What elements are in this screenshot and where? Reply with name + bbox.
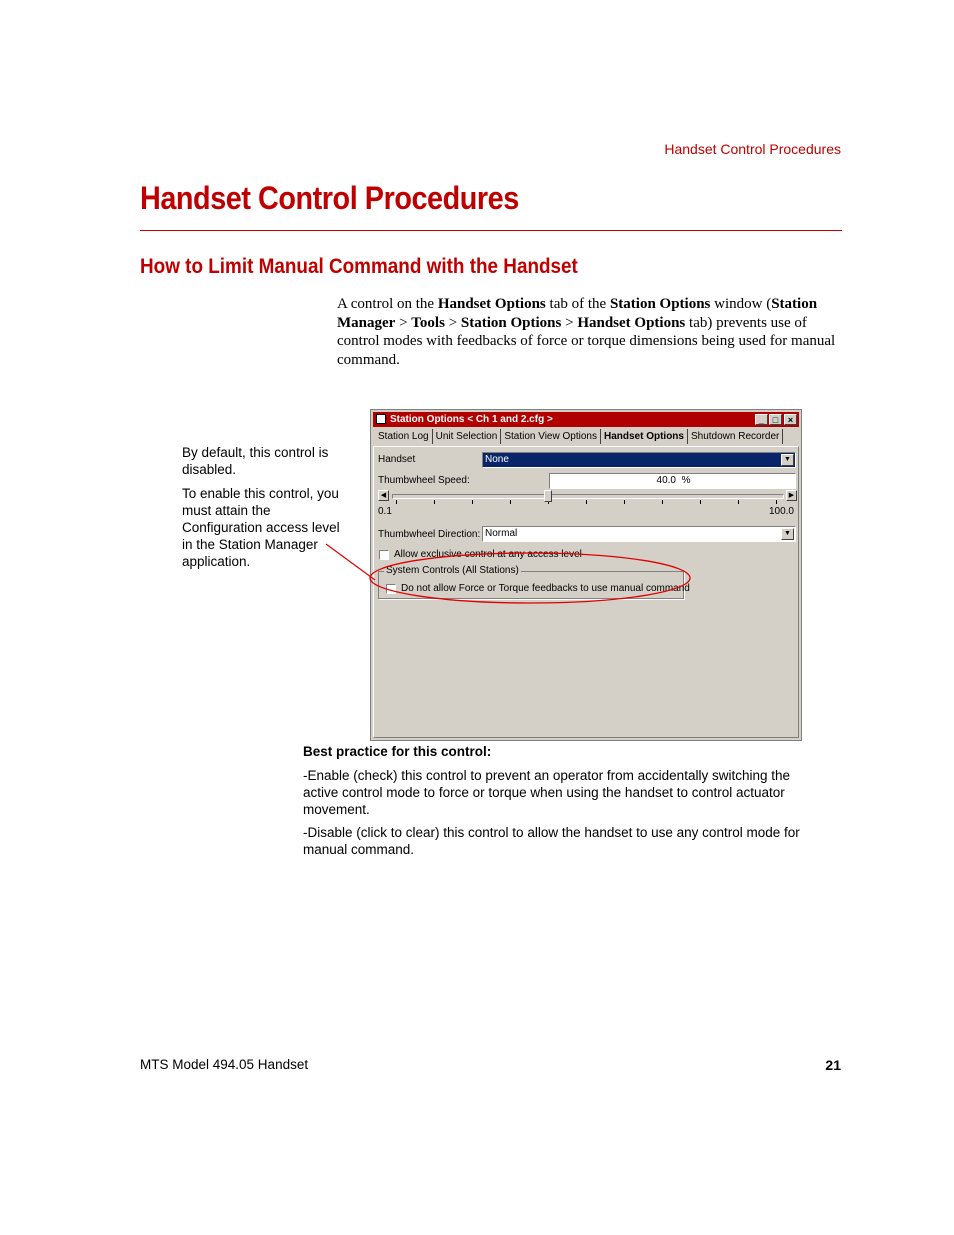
intro-text: > (395, 314, 412, 331)
maximize-icon[interactable]: □ (769, 414, 782, 425)
intro-bold: Station Options (609, 296, 711, 312)
thumbwheel-speed-label: Thumbwheel Speed: (378, 475, 470, 486)
annotation-leader-line (326, 544, 375, 580)
system-controls-legend: System Controls (All Stations) (386, 565, 519, 576)
intro-bold: Tools (411, 314, 445, 331)
best-practice-disable: -Disable (click to clear) this control to allow the handset to use any control mode for manual command. (303, 825, 800, 857)
tab-handset-options[interactable]: Handset Options (601, 429, 688, 444)
footer-doc-title: MTS Model 494.05 Handset (140, 1057, 309, 1072)
intro-bold: Station Manager (337, 296, 818, 331)
tab-unit-selection[interactable]: Unit Selection (433, 429, 502, 444)
speed-unit: % (681, 475, 691, 486)
direction-value: Normal (485, 528, 518, 539)
intro-text: tab) prevents use of control modes with feedbacks of force or torque dimensions being used for manual command. (337, 314, 836, 368)
intro-text: A control on the (337, 296, 438, 312)
tab-shutdown-recorder[interactable]: Shutdown Recorder (688, 429, 783, 444)
close-icon[interactable]: × (784, 414, 797, 425)
handset-label: Handset (378, 454, 416, 465)
page-title: Handset Control Procedures (140, 180, 519, 216)
slider-right-icon[interactable]: ▶ (786, 490, 797, 501)
intro-text: > (444, 314, 461, 331)
chevron-down-icon[interactable]: ▼ (781, 454, 794, 466)
exclusive-control-label: Allow exclusive control at any access level (394, 549, 582, 560)
running-head: Handset Control Procedures (664, 141, 841, 157)
page-number: 21 (825, 1057, 841, 1073)
slider-min-label: 0.1 (378, 506, 392, 517)
intro-text: > (561, 314, 578, 331)
slider-max-label: 100.0 (768, 506, 794, 517)
best-practice-enable: -Enable (check) this control to prevent an operator from accidentally switching the active control mode to force or torque when using the handset to control actuator movement. (303, 768, 790, 817)
intro-bold: Handset Options (437, 296, 546, 312)
intro-text: window ( (710, 296, 772, 312)
section-heading: How to Limit Manual Command with the Handset (140, 255, 578, 278)
force-torque-label: Do not allow Force or Torque feedbacks to use manual command (401, 583, 690, 594)
speed-value: 40.0 (656, 475, 676, 486)
chevron-down-icon[interactable]: ▼ (781, 528, 794, 540)
tab-station-log[interactable]: Station Log (375, 429, 433, 444)
callout-enable: To enable this control, you must attain the Configuration access level in the Station Manager application. (182, 486, 340, 569)
tab-station-view-options[interactable]: Station View Options (501, 429, 601, 444)
slider-left-icon[interactable]: ◀ (378, 490, 389, 501)
intro-bold: Handset Options (577, 314, 686, 331)
thumbwheel-direction-label: Thumbwheel Direction: (378, 529, 481, 540)
minimize-icon[interactable]: _ (755, 414, 768, 425)
callout-default: By default, this control is disabled. (182, 445, 329, 477)
annotation-ellipse (370, 553, 690, 603)
best-practice-heading: Best practice for this control: (303, 744, 492, 759)
window-title: Station Options < Ch 1 and 2.cfg > (390, 414, 553, 425)
intro-bold: Station Options (460, 314, 562, 331)
intro-text: tab of the (545, 296, 610, 312)
handset-value: None (485, 454, 509, 465)
